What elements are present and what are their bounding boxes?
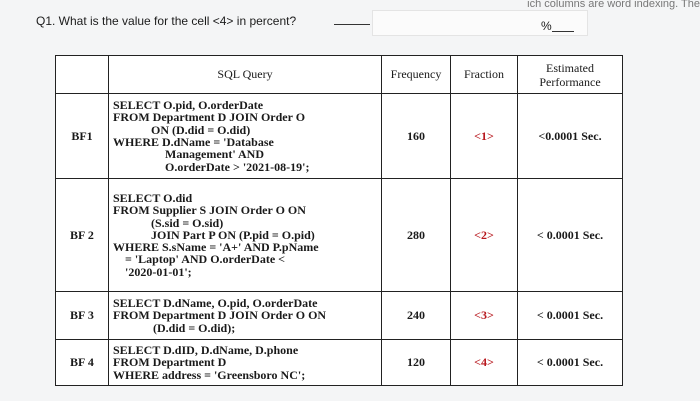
- cropped-top-text: ich columns are word indexing. The: [527, 0, 700, 10]
- header-id: [56, 56, 109, 94]
- header-frequency: Frequency: [382, 56, 451, 94]
- header-fraction: Fraction: [451, 56, 518, 94]
- percent-sign: %: [541, 19, 552, 33]
- row-id: BF 3: [56, 292, 109, 340]
- sql-line: FROM Department D JOIN Order O ON: [113, 308, 327, 323]
- question-blank-line: [334, 24, 370, 25]
- percent-blank-line: [552, 31, 574, 32]
- sql-line: FROM Department D JOIN Order O: [113, 110, 306, 125]
- performance-cell: < 0.0001 Sec.: [518, 179, 623, 292]
- sql-query: [109, 94, 382, 179]
- frequency-cell: 280: [382, 179, 451, 292]
- frequency-cell: 160: [382, 94, 451, 179]
- sql-line: SELECT O.pid, O.orderDate: [113, 98, 264, 113]
- sql-line: '2020-01-01';: [125, 264, 192, 279]
- answer-input[interactable]: [372, 10, 588, 36]
- question-text: Q1. What is the value for the cell <4> in percent?: [36, 14, 297, 28]
- sql-line: (D.did = O.did);: [153, 320, 236, 335]
- frequency-cell: 240: [382, 292, 451, 340]
- frequency-cell: 120: [382, 340, 451, 386]
- performance-cell: < 0.0001 Sec.: [518, 340, 623, 386]
- performance-cell: < 0.0001 Sec.: [518, 292, 623, 340]
- sql-query: [109, 292, 382, 340]
- fraction-cell: <2>: [451, 179, 518, 292]
- header-estimated-performance-label: Estimated Performance: [539, 60, 601, 89]
- table-row: [56, 94, 623, 179]
- sql-line: FROM Supplier S JOIN Order O ON: [113, 203, 306, 218]
- sql-line: = 'Laptop' AND O.orderDate <: [125, 252, 286, 267]
- row-id: BF 4: [56, 340, 109, 386]
- fraction-cell: <1>: [451, 94, 518, 179]
- table-row: [56, 292, 623, 340]
- header-sql-query: SQL Query: [109, 56, 382, 94]
- sql-line: (S.sid = O.sid): [151, 215, 224, 230]
- sql-line: O.orderDate > '2021-08-19';: [165, 159, 310, 174]
- sql-line: FROM Department D: [113, 355, 227, 370]
- table-header-row: [56, 56, 623, 94]
- sql-line: JOIN Part P ON (P.pid = O.pid): [151, 227, 315, 242]
- sql-line: WHERE S.sName = 'A+' AND P.pName: [113, 240, 319, 255]
- sql-line: Management' AND: [165, 147, 264, 162]
- sql-line: SELECT D.dName, O.pid, O.orderDate: [113, 296, 318, 311]
- fraction-cell: <3>: [451, 292, 518, 340]
- sql-line: WHERE D.dName = 'Database: [113, 135, 274, 149]
- sql-line: WHERE address = 'Greensboro NC';: [113, 367, 306, 382]
- row-id: BF 2: [56, 179, 109, 292]
- table-row: [56, 179, 623, 292]
- row-id: BF1: [56, 94, 109, 179]
- performance-cell: <0.0001 Sec.: [518, 94, 623, 179]
- sql-line: ON (D.did = O.did): [151, 122, 251, 137]
- sql-query: [109, 179, 382, 292]
- header-estimated-performance: [518, 56, 623, 94]
- sql-line: SELECT O.did: [113, 190, 193, 205]
- sql-line: SELECT D.dID, D.dName, D.phone: [113, 343, 299, 358]
- fraction-cell: <4>: [451, 340, 518, 386]
- table-row: [56, 340, 623, 386]
- sql-query: [109, 340, 382, 386]
- query-table: [55, 55, 623, 386]
